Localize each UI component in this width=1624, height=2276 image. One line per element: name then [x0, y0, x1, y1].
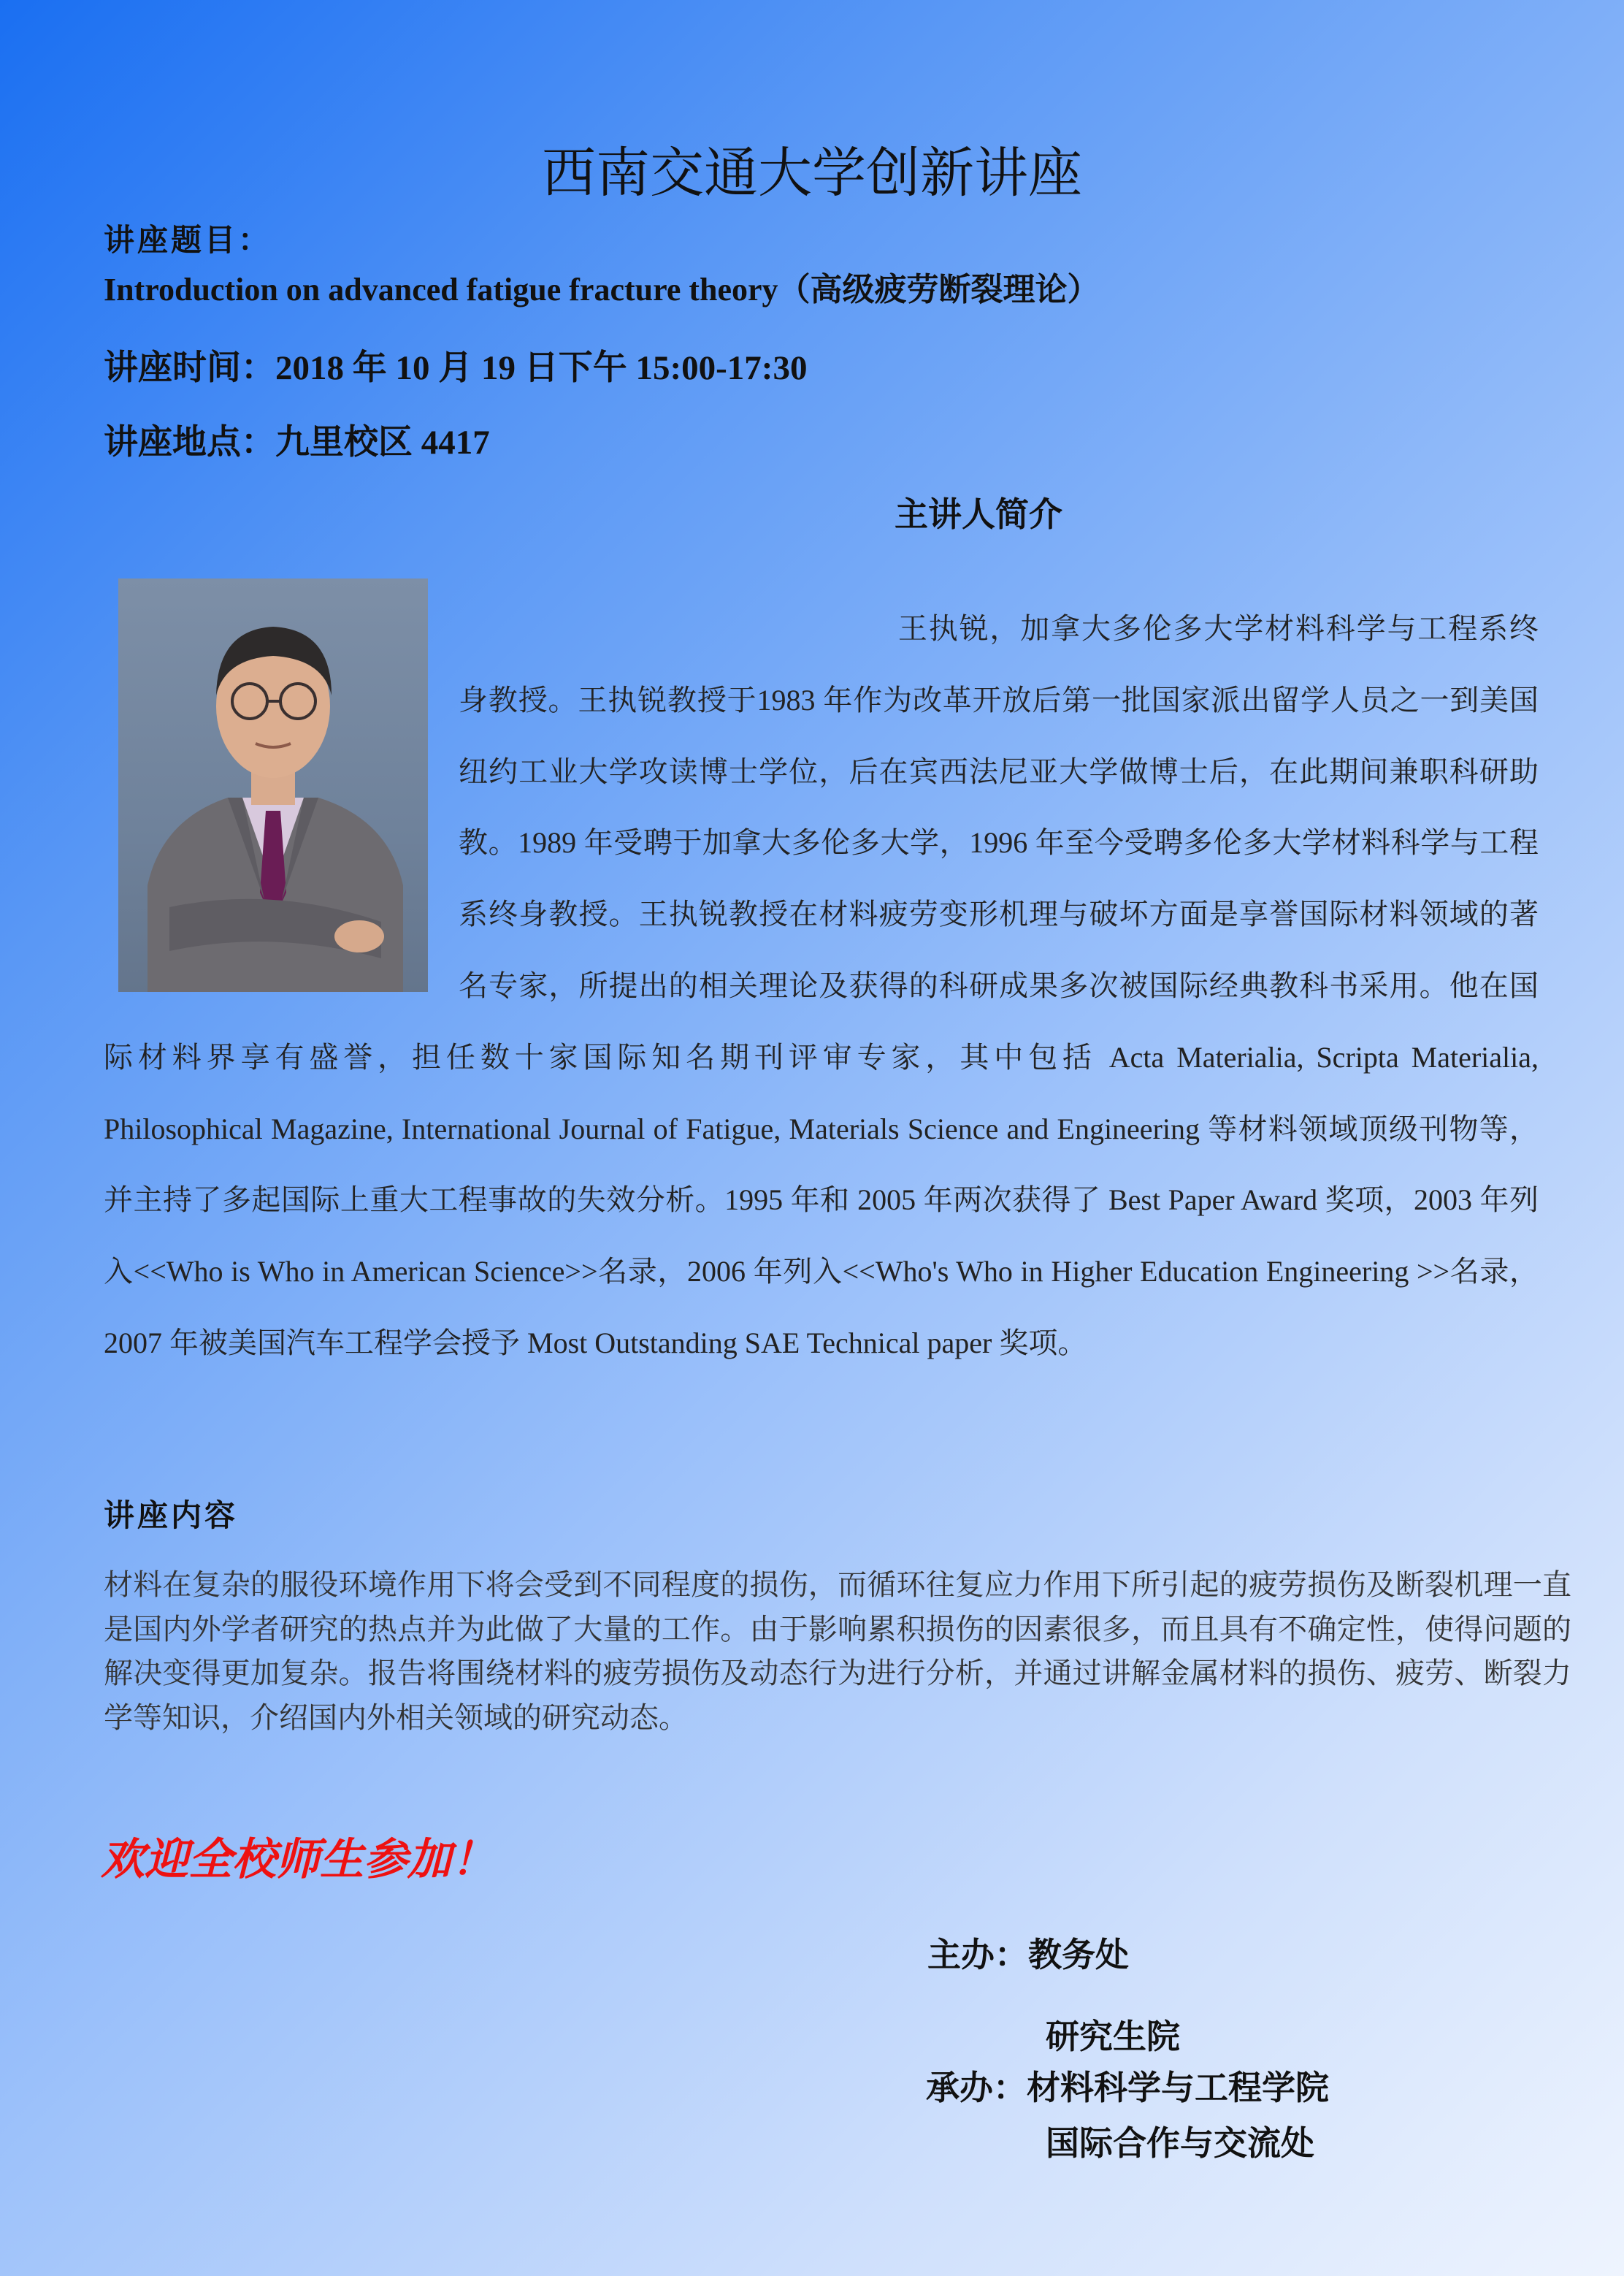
speaker-heading: 主讲人简介 — [895, 494, 1062, 534]
poster-title: 西南交通大学创新讲座 — [542, 142, 1082, 205]
host-line-2: 研究生院 — [1046, 2017, 1180, 2056]
lecture-time: 讲座时间：2018 年 10 月 19 日下午 15:00-17:30 — [104, 349, 808, 387]
topic-label: 讲座题目： — [104, 222, 272, 258]
content-text: 材料在复杂的服役环境作用下将会受到不同程度的损伤，而循环往复应力作用下所引起的疲劳损伤及断裂机理一直是国内外学者研究的热点并为此做了大量的工作。由于影响累积损伤的因素很多，而且具有不确定性，使得问题的解决变得更加复杂。报告将围绕材料的疲劳损伤及动态行为进行分析，并通过讲解金属材料的损伤、疲劳、断裂力学等知识，介绍国内外相关领域的研究动态。 — [104, 1568, 1571, 1735]
host-line: 主办：教务处 — [927, 1935, 1129, 1974]
organizer-line: 承办：材料科学与工程学院 — [926, 2068, 1329, 2107]
speaker-bio — [104, 593, 1539, 1379]
photo-spacer — [104, 593, 459, 1002]
speaker-bio-text: 王执锐，加拿大多伦多大学材料科学与工程系终身教授。王执锐教授于1983 年作为改革开放后第一批国家派出留学人员之一到美国纽约工业大学攻读博士学位，后在宾西法尼亚大学做博士后，在此期间兼职科研助教。1989 年受聘于加拿大多伦多大学，1996 年至今受聘多伦多大学材料科学与工程系终身教授。王执锐教授在材料疲劳变形机理与破坏方面是享誉国际材料领域的著名专家，所提出的相关理论及获得的科研成果多次被国际经典教科书采用。他在国际材料界享有盛誉，担任数十家国际知名期刊评审专家，其中包括 Acta Materialia, Scripta Materialia, Philosophical Magazine, International Journal of Fatigue, Materials Science and Engineering 等材料领域顶级刊物等，并主持了多起国际上重大工程事故的失效分析。1995 年和 2005 年两次获得了 Best Paper Award 奖项，2003 年列入<<Who is Who in American Science>>名录，2006 年列入<<Who's Who in Higher Education Engineering >>名录，2007 年被美国汽车工程学会授予 Most Outstanding SAE Technical paper 奖项。 — [104, 612, 1539, 1359]
topic-text: Introduction on advanced fatigue fracture theory（高级疲劳断裂理论） — [104, 272, 1100, 308]
organizer-line-2: 国际合作与交流处 — [1046, 2123, 1314, 2163]
content-heading: 讲座内容 — [104, 1497, 239, 1533]
welcome-message: 欢迎全校师生参加！ — [101, 1834, 495, 1885]
lecture-place: 讲座地点：九里校区 4417 — [104, 424, 490, 462]
